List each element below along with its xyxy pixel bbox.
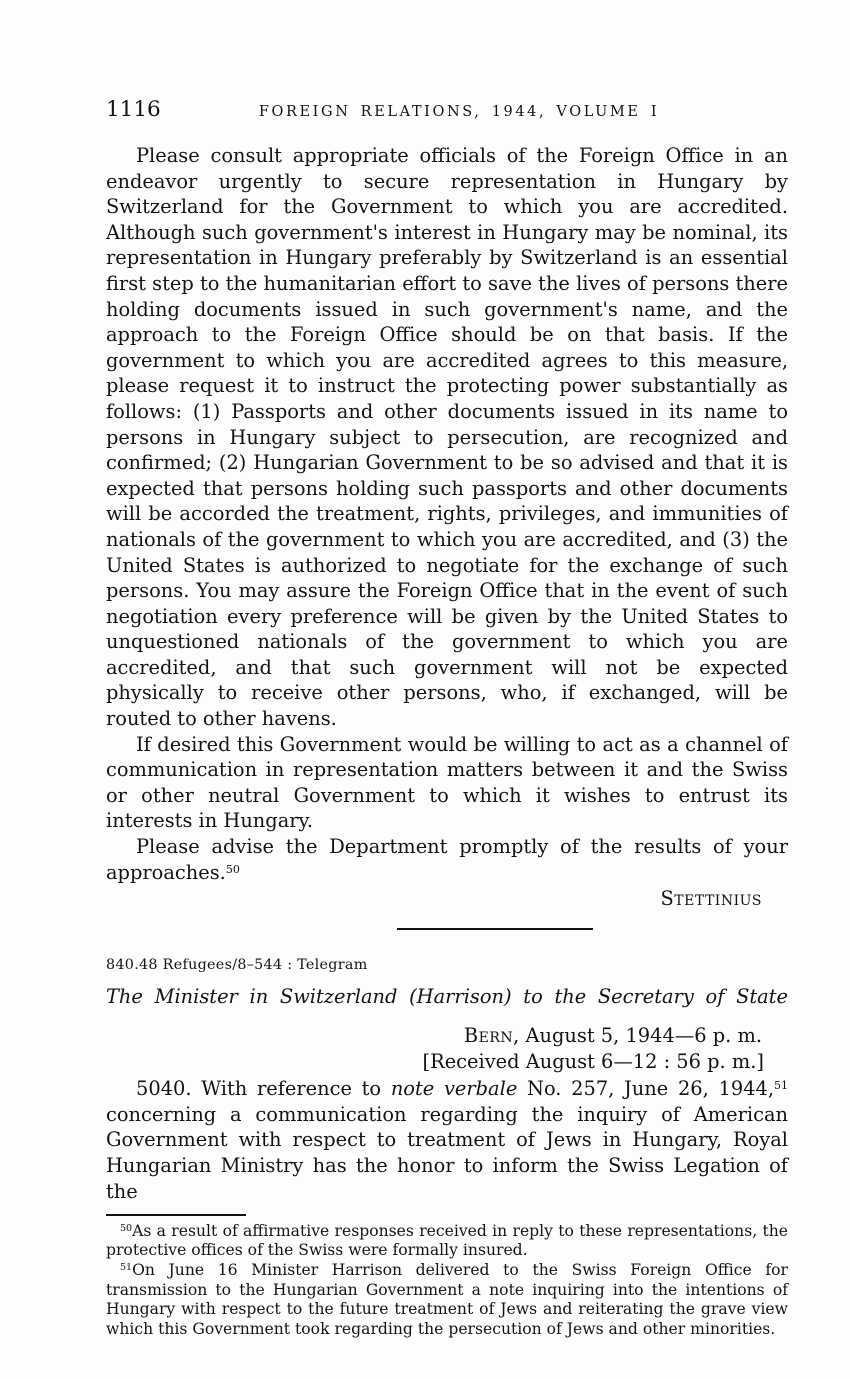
footnote-ref-51: 51 [774,1078,788,1092]
dateline [106,1023,762,1049]
telegram-seg-4: concerning a communication regarding the inquiry of American Government with respect to treatment of Jews in Hungary, Royal Hungarian Ministry has the honor to inform the Swiss Legation of the [106,1102,788,1203]
text-block [106,97,788,1339]
document-heading: The Minister in Switzerland (Harrison) to the Secretary of State [106,984,788,1008]
archive-citation: 840.48 Refugees/8–544 : Telegram [106,956,368,973]
instruction-paragraph-3-text: Please advise the Department promptly of the results of your approaches. [106,835,788,884]
telegram-paragraph [106,1076,788,1205]
dateline-place: Bern [463,1023,514,1047]
footnote-ref-50: 50 [225,862,240,876]
telegram-seg-3: No. 257, June 26, 1944, [517,1076,774,1100]
running-header-title: FOREIGN RELATIONS, 1944, VOLUME I [258,104,660,120]
instruction-paragraph-3 [106,834,788,885]
dateline-datetime: , August 5, 1944—6 p. m. [513,1023,762,1047]
page-number: 1116 [106,97,161,122]
footnote-separator-rule [106,1214,246,1216]
footnote-50-marker: 50 [120,1222,133,1234]
section-divider-rule [397,928,593,930]
signature-stettinius: Stettinius [660,887,762,911]
footnote-51-marker: 51 [120,1261,133,1273]
instruction-paragraph-2: If desired this Government would be willing to act as a channel of communication in representation matters between it and the Swiss or other neutral Government to which it wishes to entrust its interests in Hungary. [106,732,788,833]
running-head [106,97,788,122]
footnote-50-text: As a result of affirmative responses received in reply to these representations, the protective offices of the Swiss were formally insured. [106,1221,788,1260]
footnote-51-text: On June 16 Minister Harrison delivered to the Swiss Foreign Office for transmission to the Hungarian Government a note inquiring into the intentions of Hungary with respect to the future treatment of Jews and reiterating the grave view which this Government took regarding the persecution of Jews and other minorities. [106,1260,788,1338]
telegram-seg-note-verbale: note verbale [390,1076,518,1100]
instruction-paragraph-1: Please consult appropriate officials of the Foreign Office in an endeavor urgently to secure representation in Hungary by Switzerland for the Government to which you are accredited. Although such government's interest in Hungary may be nominal, its representation in Hungary preferably by Switzerland is an essential first step to the humanitarian effort to save the lives of persons there holding documents issued in such government's name, and the approach to the Foreign Office should be on that basis. If the government to which you are accredited agrees to this measure, please request it to instruct the protecting power substantially as follows: (1) Passports and other documents issued in its name to persons in Hungary subject to persecution, are recognized and confirmed; (2) Hungarian Government to be so advised and that it is expected that persons holding such passports and other documents will be accorded the treatment, rights, privileges, and immunities of nationals of the government to which you are accredited, and (3) the United States is authorized to negotiate for the exchange of such persons. You may assure the Foreign Office that in the event of such negotiation every preference will be given by the United States to unquestioned nationals of the government to which you are accredited, and that such government will not be expected physically to receive other persons, who, if exchanged, will be routed to other havens. [106,144,788,731]
received-line: [Received August 6—12 : 56 p. m.] [422,1049,764,1073]
telegram-seg-1: 5040. With reference to [136,1076,391,1100]
footnote-50 [106,1222,788,1261]
footnote-51 [106,1261,788,1339]
